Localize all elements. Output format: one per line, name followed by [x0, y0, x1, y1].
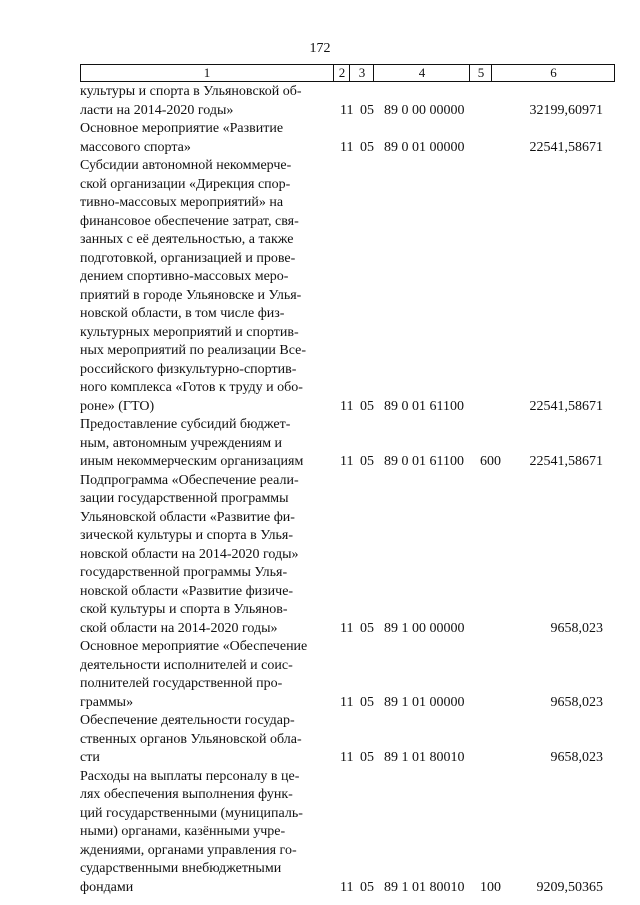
row-description — [80, 416, 332, 472]
description-line: Обеспечение деятельности государ- — [80, 713, 295, 728]
header-col-4: 4 — [373, 65, 470, 81]
row-codes — [340, 879, 613, 898]
description-line: ным, автономным учреждениям и — [80, 435, 283, 451]
amount-value: 22541,58671 — [529, 398, 603, 414]
description-line: роне» (ГТО) — [80, 398, 155, 414]
description-line: подготовкой, организацией и прове- — [80, 250, 296, 266]
table-row — [80, 768, 613, 898]
description-line: массового спорта» — [80, 139, 191, 155]
section-code: 11 — [340, 879, 354, 895]
description-line: Субсидии автономной некоммерче- — [80, 158, 292, 173]
description-line: новской области на 2014-2020 годы» — [80, 546, 299, 562]
description-line: ской организации «Дирекция спор- — [80, 176, 291, 192]
row-description — [80, 638, 332, 712]
description-line: Предоставление субсидий бюджет- — [80, 417, 291, 432]
expense-type-code: 100 — [480, 879, 501, 895]
description-line: граммы» — [80, 694, 134, 710]
header-col-1: 1 — [203, 65, 211, 80]
row-description — [80, 157, 332, 416]
table-header — [80, 64, 615, 82]
amount-value: 22541,58671 — [529, 139, 603, 155]
description-line: Основное мероприятие «Обеспечение — [80, 639, 308, 654]
description-line: приятий в городе Ульяновске и Улья- — [80, 287, 302, 303]
description-line: ного комплекса «Готов к труду и обо- — [80, 380, 303, 395]
description-line: зической культуры и спорта в Улья- — [80, 528, 294, 543]
description-line: Подпрограмма «Обеспечение реали- — [80, 472, 299, 488]
description-line: дением спортивно-массовых меро- — [80, 269, 289, 284]
section-code: 11 — [340, 620, 354, 636]
header-col-3: 3 — [349, 65, 374, 81]
description-line: ных мероприятий по реализации Все- — [80, 343, 307, 358]
description-line: российского физкультурно-спортив- — [80, 361, 297, 377]
description-line: Ульяновской области «Развитие фи- — [80, 509, 295, 525]
description-line: ными) органами, казёнными учре- — [80, 824, 286, 839]
row-description — [80, 472, 332, 639]
row-codes — [340, 749, 613, 768]
description-line: деятельности исполнителей и соис- — [80, 657, 293, 673]
page-number: 172 — [309, 41, 331, 56]
description-line: занных с её деятельностью, а также — [80, 232, 294, 247]
row-codes — [340, 694, 613, 713]
target-article-code: 89 1 01 80010 — [384, 879, 465, 895]
section-code: 11 — [340, 454, 354, 469]
budget-table-body — [80, 83, 613, 897]
expense-type-code: 600 — [480, 454, 501, 469]
description-line: ций государственными (муниципаль- — [80, 805, 303, 821]
description-line: финансовое обеспечение затрат, свя- — [80, 213, 299, 229]
row-description — [80, 768, 332, 898]
subsection-code: 05 — [360, 620, 374, 636]
description-line: ждениями, органами управления го- — [80, 842, 297, 858]
section-code: 11 — [340, 398, 354, 414]
section-code: 11 — [340, 102, 354, 118]
subsection-code: 05 — [360, 694, 374, 710]
description-line: ласти на 2014-2020 годы» — [80, 102, 234, 118]
subsection-code: 05 — [360, 750, 374, 765]
target-article-code: 89 0 01 00000 — [384, 139, 465, 155]
target-article-code: 89 1 01 80010 — [384, 750, 465, 765]
section-code: 11 — [340, 750, 354, 765]
target-article-code: 89 0 01 61100 — [384, 454, 464, 469]
subsection-code: 05 — [360, 139, 374, 155]
row-description — [80, 83, 332, 120]
description-line: государственной программы Улья- — [80, 565, 288, 580]
description-line: Расходы на выплаты персоналу в це- — [80, 768, 300, 784]
table-row — [80, 638, 613, 712]
row-codes — [340, 139, 613, 158]
subsection-code: 05 — [360, 102, 374, 118]
description-line: иным некоммерческим организациям — [80, 454, 304, 469]
table-row — [80, 120, 613, 157]
description-line: новской области, в том числе физ- — [80, 306, 285, 321]
header-col-6: 6 — [491, 65, 615, 81]
row-codes — [340, 620, 613, 639]
description-line: новской области «Развитие физиче- — [80, 583, 294, 599]
amount-value: 22541,58671 — [529, 454, 603, 469]
table-row — [80, 472, 613, 639]
table-row — [80, 712, 613, 768]
amount-value: 9658,023 — [550, 694, 603, 710]
header-col-5: 5 — [469, 65, 492, 81]
description-line: тивно-массовых мероприятий» на — [80, 195, 284, 210]
table-row — [80, 416, 613, 472]
description-line: лях обеспечения выполнения функ- — [80, 787, 293, 802]
amount-value: 9209,50365 — [536, 879, 603, 895]
description-line: ственных органов Ульяновской обла- — [80, 731, 302, 747]
description-line: зации государственной программы — [80, 491, 289, 506]
row-codes — [340, 102, 613, 121]
table-row — [80, 83, 613, 120]
section-code: 11 — [340, 694, 354, 710]
description-line: сударственными внебюджетными — [80, 861, 282, 876]
target-article-code: 89 1 01 00000 — [384, 694, 465, 710]
subsection-code: 05 — [360, 879, 374, 895]
description-line: фондами — [80, 879, 134, 895]
target-article-code: 89 0 00 00000 — [384, 102, 465, 118]
row-description — [80, 712, 332, 768]
description-line: Основное мероприятие «Развитие — [80, 121, 284, 136]
amount-value: 9658,023 — [550, 620, 603, 636]
description-line: полнителей государственной про- — [80, 676, 283, 691]
description-line: ской культуры и спорта в Ульянов- — [80, 602, 288, 617]
target-article-code: 89 0 01 61100 — [384, 398, 464, 414]
subsection-code: 05 — [360, 398, 374, 414]
amount-value: 32199,60971 — [529, 102, 603, 118]
table-row — [80, 157, 613, 416]
description-line: ской области на 2014-2020 годы» — [80, 620, 278, 636]
row-description — [80, 120, 332, 157]
description-line: культурных мероприятий и спортив- — [80, 324, 299, 340]
description-line: сти — [80, 750, 100, 765]
section-code: 11 — [340, 139, 354, 155]
target-article-code: 89 1 00 00000 — [384, 620, 465, 636]
row-codes — [340, 453, 613, 472]
amount-value: 9658,023 — [550, 750, 603, 765]
subsection-code: 05 — [360, 454, 374, 469]
description-line: культуры и спорта в Ульяновской об- — [80, 84, 302, 99]
row-codes — [340, 398, 613, 417]
header-col-2: 2 — [333, 65, 350, 81]
